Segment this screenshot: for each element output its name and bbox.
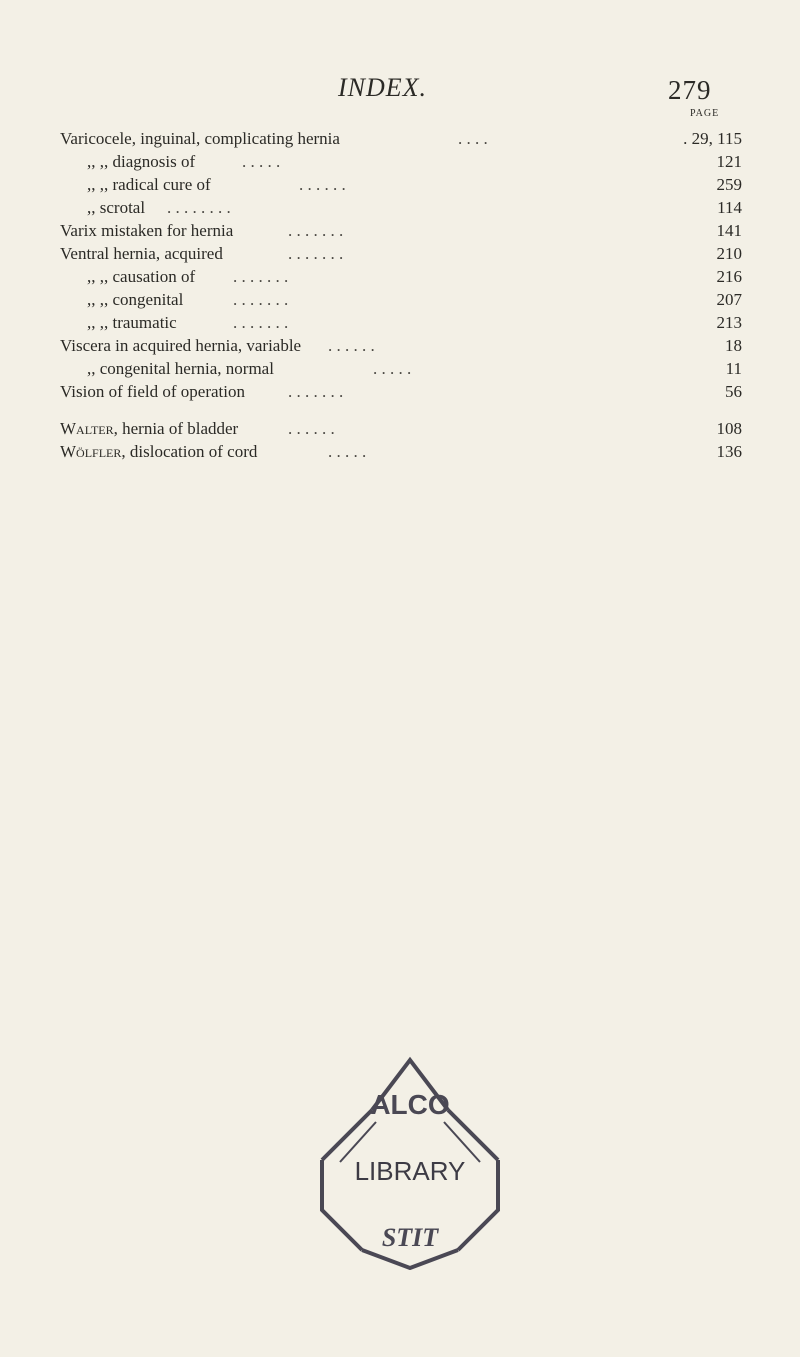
index-entry: [87, 197, 742, 219]
stamp-top-text: ALCO: [370, 1089, 450, 1120]
entry-text: Viscera in acquired hernia, variable: [60, 336, 302, 355]
entry-description: , dislocation of cord: [121, 442, 258, 461]
index-entry: [60, 418, 742, 440]
entry-page: 114: [717, 198, 742, 217]
index-entry: [60, 128, 742, 150]
page-title: INDEX.: [338, 73, 428, 102]
leader-dots: . . . . . . .: [288, 382, 344, 401]
entry-page: 210: [716, 244, 742, 263]
library-stamp: [302, 1040, 518, 1270]
leader-dots: . . . . . . .: [288, 244, 344, 263]
stamp-bottom: [362, 1250, 458, 1268]
index-entry: [60, 243, 742, 265]
index-entry: [87, 358, 742, 380]
entry-text: ,, ,, traumatic: [87, 313, 177, 332]
entry-page: 141: [716, 221, 742, 240]
leader-dots: . . . . . . . .: [167, 198, 231, 217]
index-entry: [87, 289, 742, 311]
page-column-label: PAGE: [690, 108, 720, 119]
entry-page: . 29, 115: [683, 129, 742, 148]
entry-page: 18: [725, 336, 742, 355]
page-number: 279: [668, 75, 712, 105]
leader-dots: . . . . . . .: [233, 267, 289, 286]
leader-dots: . . . . . .: [328, 336, 375, 355]
entry-text: Vision of field of operation: [60, 382, 245, 401]
stamp-bottom-text: STIT: [381, 1223, 439, 1252]
entry-text: ,, ,, diagnosis of: [87, 152, 196, 171]
entry-page: 11: [725, 359, 742, 378]
leader-dots: . . . .: [458, 129, 488, 148]
entry-text: Varicocele, inguinal, complicating hernia: [60, 129, 340, 148]
entry-page: 108: [716, 419, 742, 438]
entry-description: , hernia of bladder: [113, 419, 239, 438]
leader-dots: . . . . .: [328, 442, 367, 461]
entry-name: Walter: [60, 419, 114, 438]
entry-page: 216: [716, 267, 742, 286]
entry-page: 259: [716, 175, 742, 194]
index-entry: [60, 441, 742, 463]
index-entry: [60, 335, 742, 357]
index-entry: [60, 220, 742, 242]
leader-dots: . . . . . . .: [233, 313, 289, 332]
entry-page: 121: [716, 152, 742, 171]
index-entry: [87, 266, 742, 288]
entry-text: ,, ,, congenital: [87, 290, 184, 309]
entry-name: Wölfler: [60, 442, 122, 461]
entry-text: [60, 441, 257, 463]
leader-dots: . . . . .: [242, 152, 281, 171]
index-entry: [87, 151, 742, 173]
index-entry: [87, 174, 742, 196]
leader-dots: . . . . . .: [299, 175, 346, 194]
entry-page: 207: [716, 290, 742, 309]
entry-text: ,, ,, causation of: [87, 267, 196, 286]
leader-dots: . . . . .: [373, 359, 412, 378]
index-entry: [87, 312, 742, 334]
leader-dots: . . . . . . .: [288, 221, 344, 240]
leader-dots: . . . . . .: [288, 419, 335, 438]
index-entry: [60, 381, 742, 403]
entry-page: 56: [725, 382, 742, 401]
stamp-library-text: LIBRARY: [354, 1156, 466, 1186]
entry-page: 136: [716, 442, 742, 461]
leader-dots: . . . . . . .: [233, 290, 289, 309]
entry-text: ,, ,, radical cure of: [87, 175, 211, 194]
entry-text: [60, 418, 238, 440]
entry-text: ,, scrotal: [87, 198, 146, 217]
entry-page: 213: [716, 313, 742, 332]
entry-text: ,, congenital hernia, normal: [87, 359, 274, 378]
entry-text: Ventral hernia, acquired: [60, 244, 223, 263]
entry-text: Varix mistaken for hernia: [60, 221, 234, 240]
